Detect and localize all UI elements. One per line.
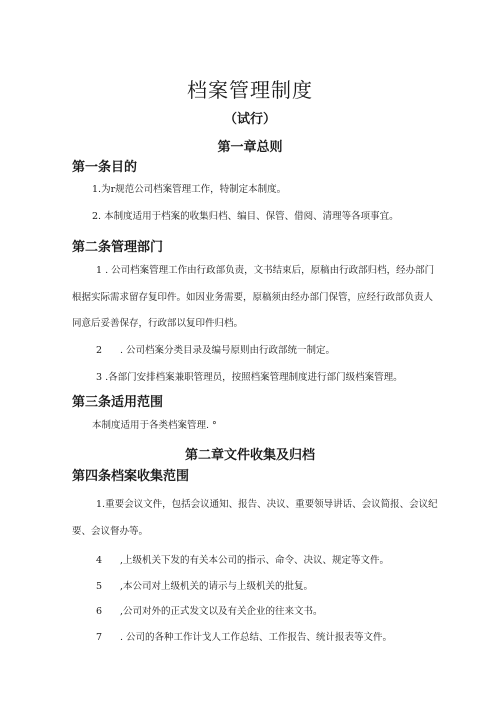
list-item-number: 7 [96,632,103,643]
list-item: ,公司对外的正式发文以及有关企业的往来文书。 [120,606,323,617]
article-3-paragraph-1: 本制度适用于各类档案管理. ° [92,420,217,431]
article-4-paragraph-1-line-2: 要、会议督办等。 [72,526,149,537]
document-title: 档案管理制度 [187,78,313,102]
article-2-paragraph-3: 3 .各部门安排档案兼职管理员，按照档案管理制度进行部门级档案管理。 [96,372,403,383]
article-2-paragraph-1-line-1: 1 . 公司档案管理工作由行政部负责，文书结束后，原稿由行政部归档，经办部门 [96,265,435,276]
article-heading-4: 第四条档案收集范围 [72,469,190,484]
article-2-paragraph-1-line-2: 根据实际需求留存复印件。如因业务需要，原稿须由经办部门保管，应经行政部负责人 [72,292,434,303]
article-2-item-2-number: 2 [96,345,103,356]
article-1-paragraph-1: 1.为r规范公司档案管理工作，特制定本制度。 [92,184,287,195]
chapter-heading-1: 第一章总则 [217,140,283,155]
article-heading-2: 第二条管理部门 [72,240,164,255]
document-subtitle: （试行） [223,112,276,127]
article-4-paragraph-1-line-1: 1.重要会议文件，包括会议通知、报告、决议、重要领导讲话、会议简报、会议纪 [96,499,438,510]
list-item: ,本公司对上级机关的请示与上级机关的批复。 [120,581,314,592]
list-item-number: 4 [96,555,103,566]
list-item: . 公司的各种工作计戈人工作总结、工作报告、统计报表等文件。 [120,632,393,643]
list-item-number: 6 [96,606,103,617]
article-heading-1: 第一条目的 [72,160,138,175]
article-1-paragraph-2: 2. 本制度适用于档案的收集归档、编目、保管、借阅、清理等各项事宜。 [92,211,399,222]
article-heading-3: 第三条适用范围 [72,395,164,410]
list-item: ,上级机关下发的有关本公司的指示、命令、决议、规定等文件。 [120,555,390,566]
list-item-number: 5 [96,581,103,592]
chapter-heading-2: 第二章文件收集及归档 [184,448,315,463]
article-2-paragraph-1-line-3: 同意后妥善保存，行政部以复印件归档。 [72,318,244,329]
article-2-paragraph-2: . 公司档案分类目录及编号原则由行政部统一制定。 [120,345,336,356]
